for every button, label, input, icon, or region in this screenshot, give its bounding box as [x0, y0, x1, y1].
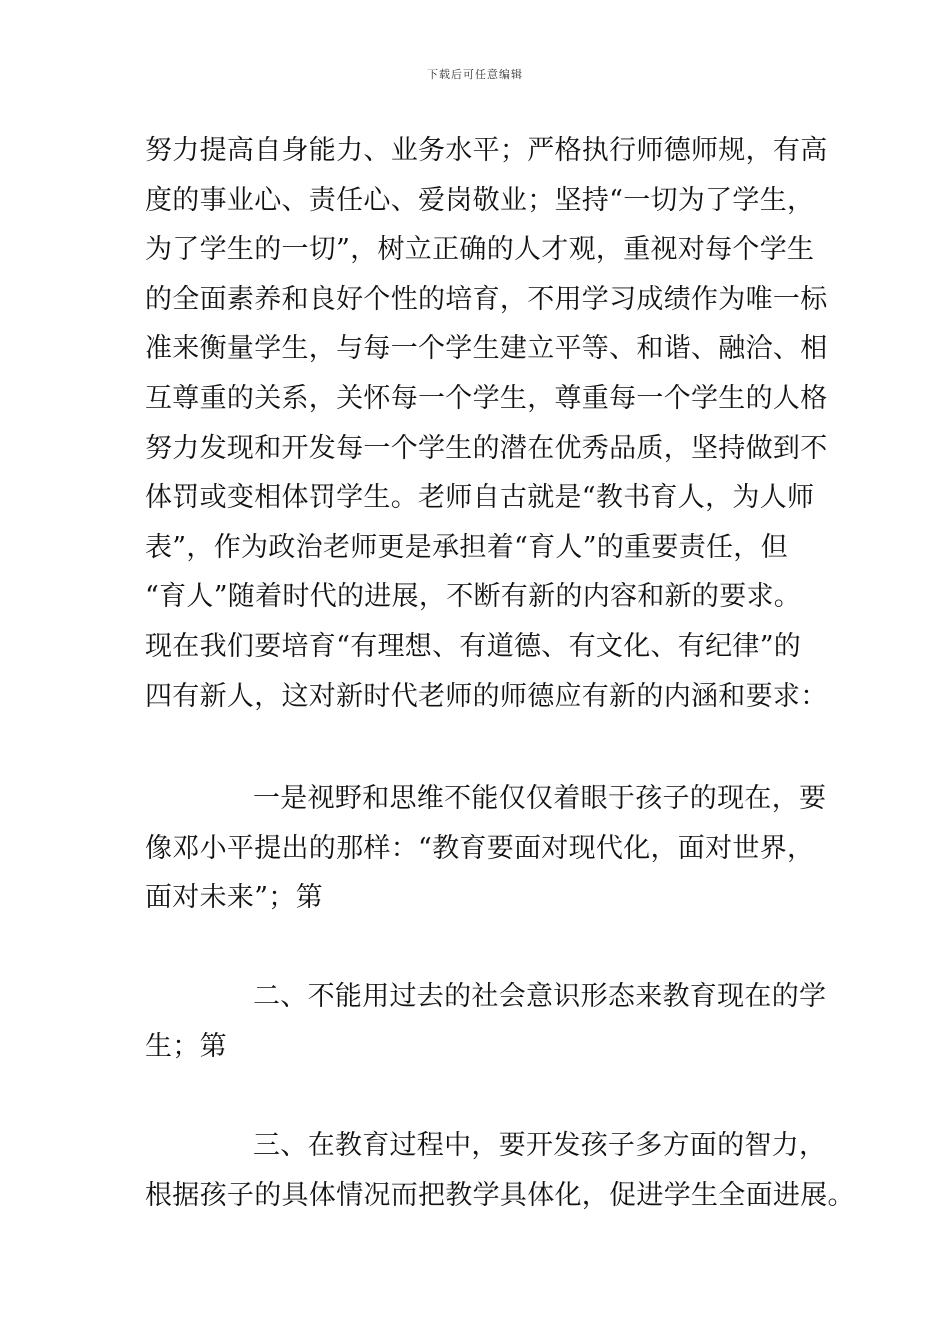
text-line: 互尊重的关系，关怀每一个学生，尊重每一个学生的人格	[145, 382, 828, 414]
text-line: 为了学生的一切”，树立正确的人才观，重视对每个学生	[145, 234, 815, 266]
text-line: 二、不能用过去的社会意识形态来教育现在的学	[253, 981, 827, 1012]
paragraph-1	[145, 126, 828, 721]
text-line: 的全面素养和良好个性的培育，不用学习成绩作为唯一标	[145, 283, 828, 315]
text-line: 三、在教育过程中，要开发孩子多方面的智力，	[253, 1130, 827, 1161]
paragraph-2	[145, 774, 827, 923]
paragraph-3	[145, 972, 827, 1071]
text-line: 准来衡量学生，与每一个学生建立平等、和谐、融洽、相	[145, 333, 828, 365]
text-line: 度的事业心、责任心、爱岗敬业；坚持“一切为了学生，	[145, 184, 815, 216]
text-line: 努力提高自身能力、业务水平；严格执行师德师规，有高	[145, 135, 828, 166]
text-line: 体罚或变相体罚学生。老师自古就是“教书育人，为人师	[145, 482, 815, 514]
text-line: 生；第	[145, 1030, 227, 1062]
paragraph-4	[145, 1121, 855, 1220]
text-line: 像邓小平提出的那样：“教育要面对现代化，面对世界，	[145, 832, 815, 864]
text-line: 一是视野和思维不能仅仅着眼于孩子的现在，要	[253, 783, 827, 814]
header-note: 下载后可任意编辑	[427, 68, 523, 81]
text-line: 面对未来”；第	[145, 882, 323, 914]
text-line: 根据孩子的具体情况而把教学具体化，促进学生全面进展。	[145, 1179, 855, 1211]
text-line: 四有新人，这对新时代老师的师德应有新的内涵和要求：	[145, 680, 828, 712]
text-line: “育人”随着时代的进展，不断有新的内容和新的要求。	[145, 581, 802, 613]
text-line: 表”，作为政治老师更是承担着“育人”的重要责任，但	[145, 531, 788, 563]
text-line: 努力发现和开发每一个学生的潜在优秀品质，坚持做到不	[145, 432, 828, 464]
text-line: 现在我们要培育“有理想、有道德、有文化、有纪律”的	[145, 630, 802, 662]
